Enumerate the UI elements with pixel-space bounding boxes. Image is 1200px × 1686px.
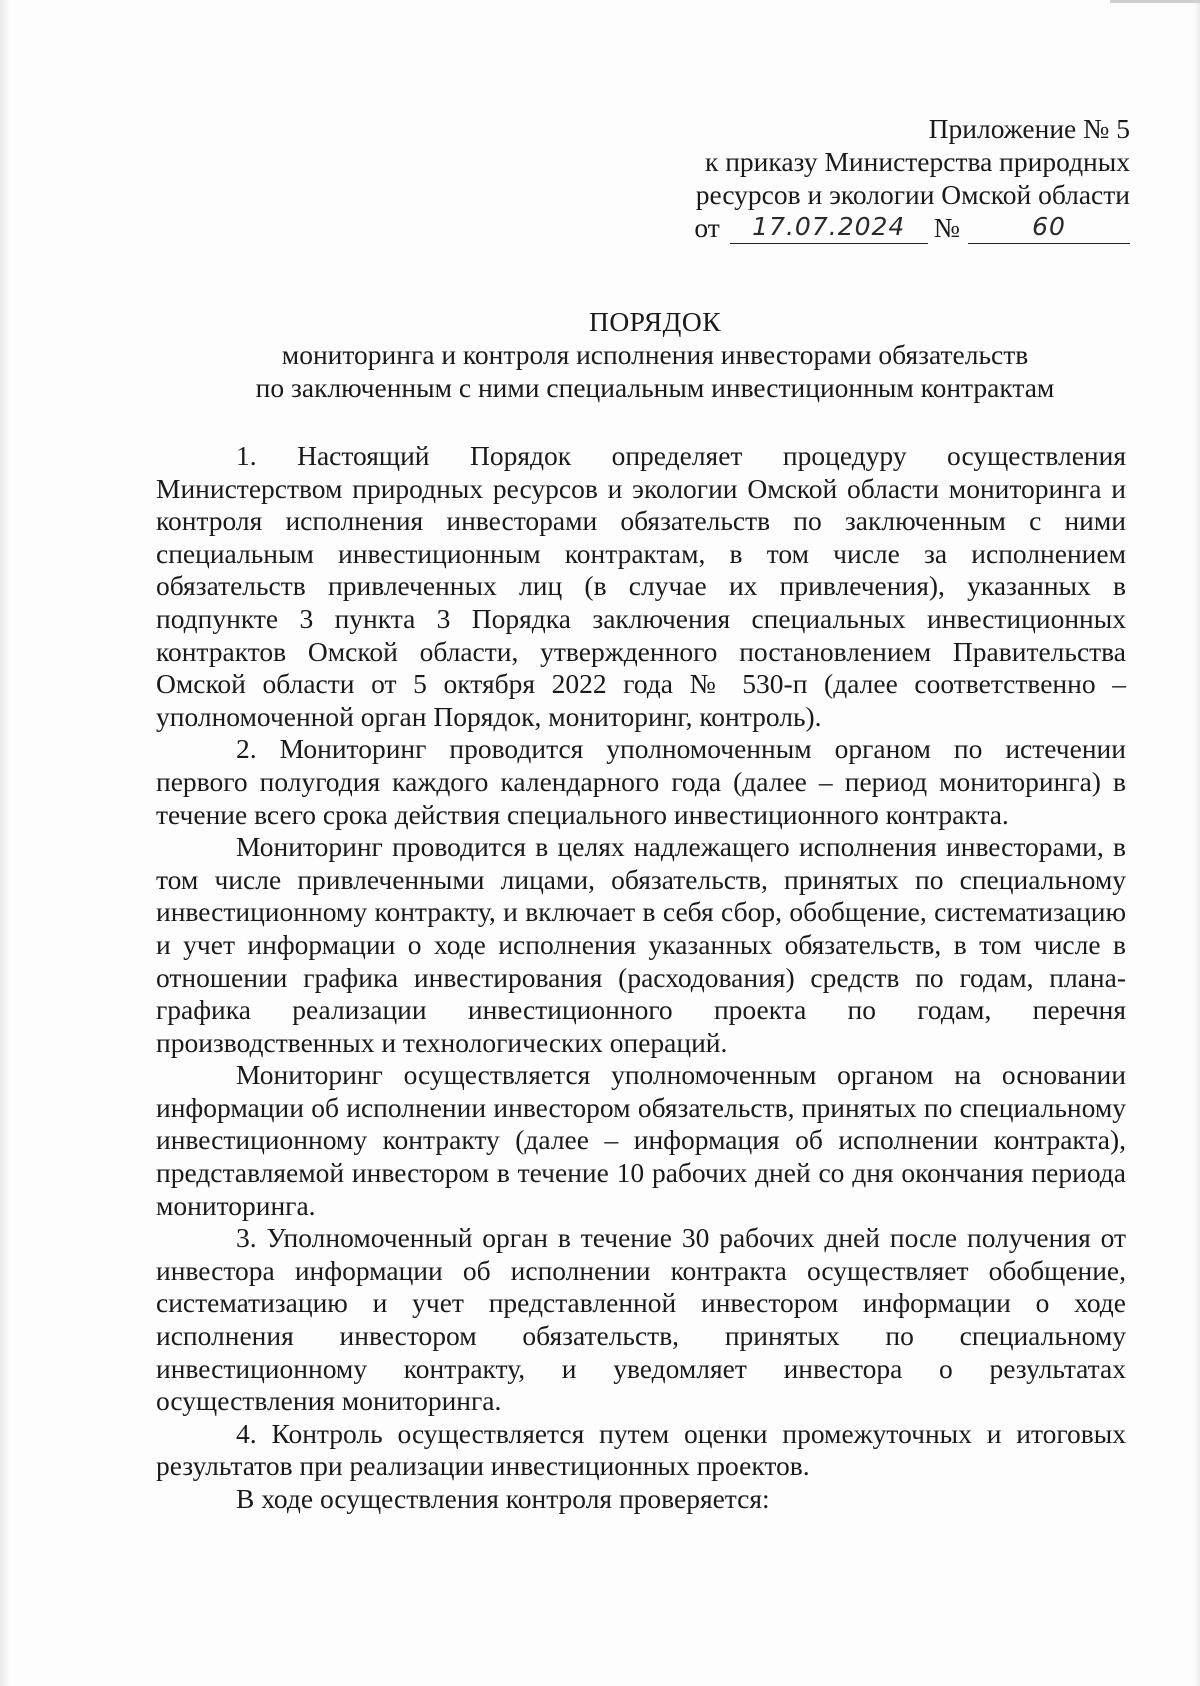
number-blank — [968, 213, 1130, 244]
document-title — [155, 305, 1155, 404]
appendix-block — [670, 112, 1130, 244]
title-line-2: мониторинга и контроля исполнения инвесторами обязательств — [281, 339, 1029, 370]
title-heading: ПОРЯДОК — [588, 306, 722, 337]
paragraph-3: Мониторинг проводится в целях надлежащего исполнения инвесторами, в том числе привлеченными лицами, обязательств, принятых по специальному инвестиционному контракту, и включает в себя сбор, обобщение, систематизацию и учет информации о ходе исполнения указанных обязательств, в том числе в отношении графика инвестирования (расходования) средств по годам, плана-графика реализации инвестиционного проекта по годам, перечня производственных и технологических операций. — [156, 831, 1126, 1058]
paragraph-5: 3. Уполномоченный орган в течение 30 рабочих дней после получения от инвестора информации об исполнении контракта осуществляет обобщение, систематизацию и учет представленной инвестором информации о ходе исполнения инвестором обязательств, принятых по специальному инвестиционному контракту, и уведомляет инвестора о результатах осуществления мониторинга. — [156, 1222, 1126, 1417]
appendix-date-line — [670, 211, 1130, 244]
date-blank — [730, 213, 928, 244]
paragraph-7: В ходе осуществления контроля проверяется: — [236, 1483, 770, 1514]
paragraph-4: Мониторинг осуществляется уполномоченным органом на основании информации об исполнении инвестором обязательств, принятых по специальному инвестиционному контракту (далее – информация об исполнении контракта), представляемой инвестором в течение 10 рабочих дней со дня окончания периода мониторинга. — [156, 1059, 1126, 1221]
date-prefix: от — [694, 212, 720, 243]
scan-edge-right — [1194, 0, 1200, 1686]
number-sign: № — [933, 212, 960, 243]
appendix-ministry: ресурсов и экологии Омской области — [695, 179, 1130, 210]
title-line-3: по заключенным с ними специальным инвестиционным контрактам — [255, 372, 1055, 403]
paragraph-1: 1. Настоящий Порядок определяет процедуру осуществления Министерством природных ресурсов и экологии Омской области мониторинга и контроля исполнения инвесторами обязательств по заключенным с ними специальным инвестиционным контрактам, в том числе за исполнением обязательств привлеченных лиц (в случае их привлечения), указанных в подпункте 3 пункта 3 Порядка заключения специальных инвестиционных контрактов Омской области, утвержденного постановлением Правительства Омской области от 5 октября 2022 года № 530-п (далее соответственно – уполномоченной орган Порядок, мониторинг, контроль). — [156, 440, 1126, 732]
scan-edge-left — [0, 0, 10, 1686]
appendix-number: Приложение № 5 — [928, 113, 1130, 144]
handwritten-date: 17.07.2024 — [752, 212, 906, 241]
paragraph-6: 4. Контроль осуществляется путем оценки промежуточных и итоговых результатов при реализации инвестиционных проектов. — [156, 1417, 1126, 1482]
appendix-order-ref: к приказу Министерства природных — [704, 146, 1130, 177]
scan-edge-top — [1110, 0, 1200, 3]
handwritten-number: 60 — [1032, 212, 1066, 241]
document-body — [156, 440, 1126, 1516]
paragraph-2: 2. Мониторинг проводится уполномоченным органом по истечении первого полугодия каждого календарного года (далее – период мониторинга) в течение всего срока действия специального инвестиционного контракта. — [156, 733, 1126, 830]
